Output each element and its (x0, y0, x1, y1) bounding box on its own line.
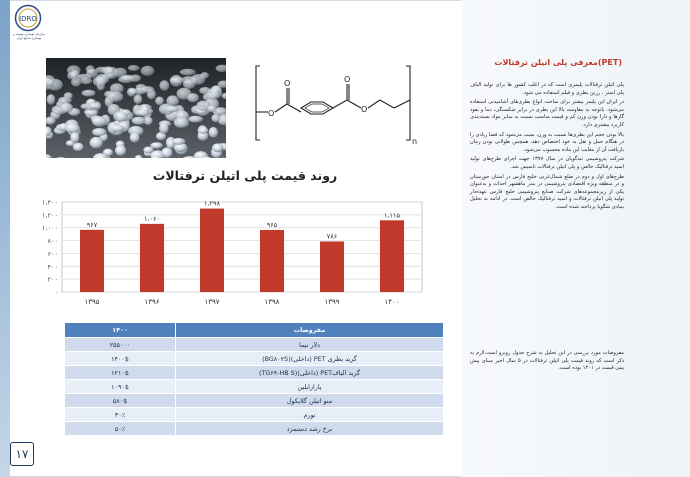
chart-title: روند قیمت پلی اتیلن ترفتالات (152, 168, 338, 183)
y-tick-label: ۲۰۰ (47, 275, 58, 284)
logo-caption: سازمان نوسازی توسعه و بهسازی صنایع ایران (13, 32, 45, 40)
svg-text:O: O (284, 79, 291, 88)
assumptions-table (64, 322, 444, 436)
bar-value-label: ۱،۰۶۰ (143, 214, 161, 223)
y-tick-label: ۸۰۰ (47, 237, 58, 246)
svg-text:O: O (344, 75, 351, 84)
bar-4 (320, 241, 344, 292)
x-category-label: ۱۳۹۷ (204, 298, 220, 306)
left-decor-band (0, 0, 10, 477)
y-tick-label: ۱،۴۰۰ (41, 198, 58, 207)
pet-structural-formula (254, 62, 420, 148)
table-row (65, 394, 444, 408)
text-column-background (461, 0, 690, 477)
bar-value-label: ۱،۱۱۵ (383, 211, 401, 220)
row-label: نرخ رشد دستمزد (176, 422, 444, 436)
bar-3 (260, 230, 284, 292)
paragraph: در ایران این پلیمر بیشتر برای ساخت انواع بطری‌های آشامیدنی استفاده می‌شود. باتوجه به مقاومت بالا این بطری در برابر شکستگی، دما و نفوذ گازها و دارا بودن وزن کم و قیمت مناسب نسبت به سایر مواد بسته‌بندی کاربرد بیشتری دارد. (470, 99, 624, 128)
row-label: گرید الیافPET (داخلی)(TG۶۴-HB S) (176, 366, 444, 380)
paragraph: طرح‌های اول و دوم در ضلع شمال‌غربی خلیج فارس در استان خوزستان و در منطقه ویژه اقتصادی پتروشیمی در بندر ماهشهر احداث و به‌عنوان یکی از زیرمجموعه‌های شرکت صنایع پتروشیمی خلیج فارس عهده‌دار تولید پلی اتیلن ترفتالات و اسید ترفتالیک خالص است. در ادامه به تحلیل بنیادی شگویا پرداخته شده است. (470, 173, 624, 210)
bar-5 (380, 220, 404, 292)
row-value: ۵۸۰$ (65, 394, 176, 408)
x-category-label: ۱۳۹۵ (84, 298, 100, 306)
row-label: پارازایلین (176, 380, 444, 394)
paragraph: بالا بودن حجم این بطری‌ها نسبت به وزن، سبب می‌شود که فضا زیادی را در هنگام حمل و نقل به خود اختصاص دهد، همچنین طولانی بودن زمان بازیافت آن از معایب این ماده محسوب می‌شود. (470, 131, 624, 153)
organization-logo (14, 4, 42, 32)
bar-value-label: ۷۸۶ (326, 232, 338, 241)
svg-text:O: O (268, 109, 275, 118)
y-tick-label: ۱،۲۰۰ (41, 211, 58, 220)
row-value: ۱۰۹۰$ (65, 380, 176, 394)
header-year: ۱۴۰۰ (65, 323, 176, 338)
table-row (65, 422, 444, 436)
paragraph: پلی اتیلن ترفتالات پلیمری است که در اغلب کشور ها برای تولید الیاف پلی استر ، رزین بطری و فیلم استفاده می شود. (470, 82, 624, 96)
table-header-row (65, 323, 444, 338)
svg-text:O: O (361, 105, 368, 114)
x-category-label: ۱۳۹۹ (324, 298, 340, 306)
repeat-unit-subscript: n (412, 137, 418, 146)
row-value: ۳۰٪ (65, 408, 176, 422)
x-category-label: ۱۳۹۸ (264, 298, 280, 306)
x-category-label: ۱۳۹۶ (144, 298, 160, 306)
intro-text-block (470, 82, 624, 214)
row-value: ۲۵۵۰۰۰ (65, 338, 176, 352)
row-label: دلار نیما (176, 338, 444, 352)
header-assumptions: مفروضات (176, 323, 444, 338)
svg-text:IDRO: IDRO (19, 15, 37, 23)
page-number: ۱۷ (10, 442, 34, 466)
price-trend-chart (22, 192, 432, 314)
row-label: منو اتیلن گلایکول (176, 394, 444, 408)
x-category-label: ۱۴۰۰ (384, 298, 400, 306)
bar-value-label: ۹۶۷ (86, 220, 98, 229)
y-tick-label: ۴۰۰ (47, 262, 58, 271)
paragraph: شرکت پتروشیمی تندگویان در سال ۱۳۷۷ جهت اجرای طرح‌های تولید اسید ترفتالیک خالص و پلی اتیلن ترفتالات تاسیس شد. (470, 156, 625, 170)
pet-granules-photo (46, 58, 226, 158)
table-row (65, 366, 444, 380)
row-value: ۱۲۱۰$ (65, 366, 176, 380)
y-tick-label: ۱،۰۰۰ (41, 224, 58, 233)
assumptions-note (470, 350, 624, 375)
table-row (65, 380, 444, 394)
section-title: (PET)معرفی پلی اتیلن ترفتالات (494, 58, 622, 67)
y-tick-label: ۶۰۰ (47, 249, 58, 258)
table-row (65, 338, 444, 352)
bar-0 (80, 230, 104, 292)
bar-1 (140, 224, 164, 292)
row-value: ۵۰٪ (65, 422, 176, 436)
table-row (65, 408, 444, 422)
bar-2 (200, 209, 224, 292)
plot-frame (62, 199, 422, 292)
bar-value-label: ۹۶۵ (266, 220, 278, 229)
bar-value-label: ۱،۲۹۸ (203, 199, 221, 208)
table-row (65, 352, 444, 366)
y-tick-label: ۰ (54, 288, 58, 297)
row-label: گرید بطری PET (داخلی)(BG۸۰۲S) (176, 352, 444, 366)
paragraph: مفروضات مورد بررسی در این تحلیل به شرح جدول روبرو است.لازم به ذکر است که روند قیمت پلی اتیلن ترفتالات در ۵ سال اخیر مبنای پیش بینی قیمت در ۱۴۰۱ بوده است. (470, 350, 625, 372)
row-label: تورم (176, 408, 444, 422)
row-value: ۱۴۰۰$ (65, 352, 176, 366)
